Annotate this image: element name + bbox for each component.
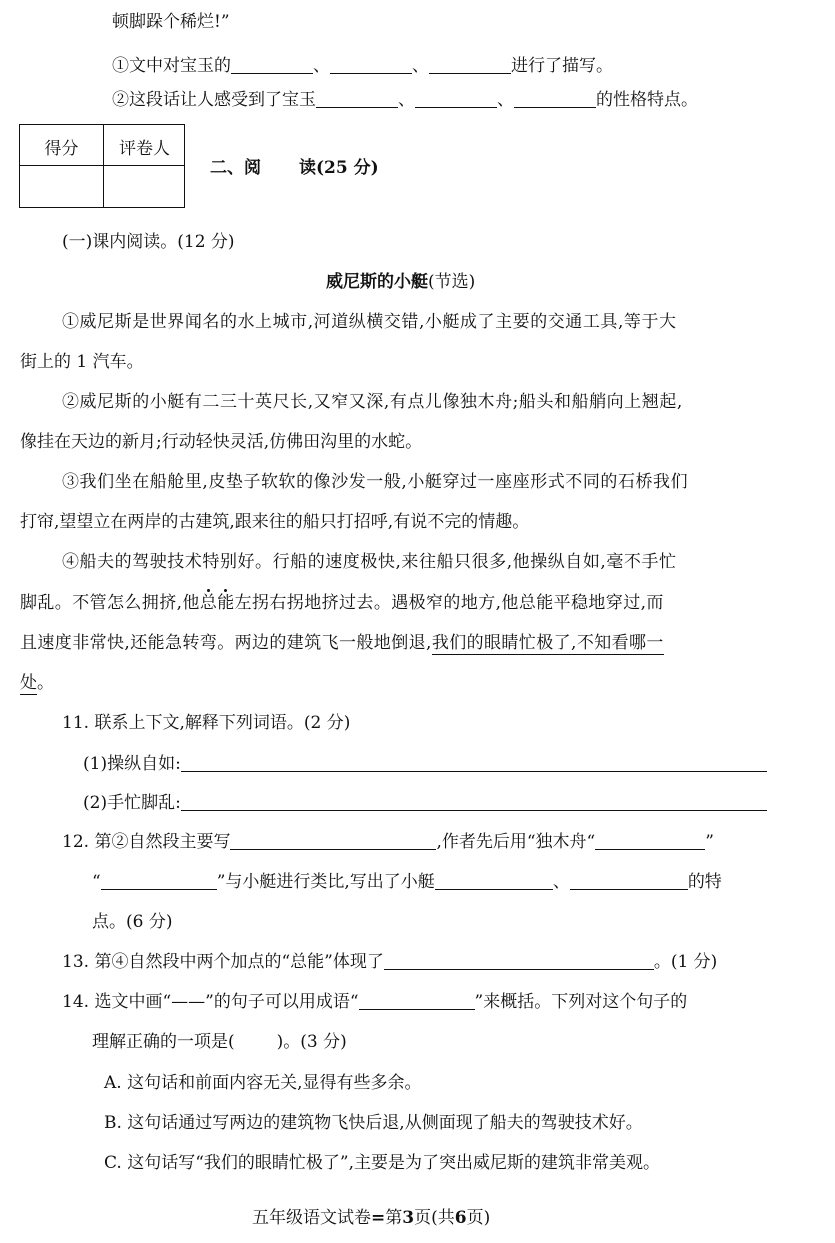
answer-blank[interactable]: [570, 871, 688, 890]
grader-header: 评卷人: [119, 139, 170, 159]
question-text: 12. 第②自然段主要写: [62, 832, 231, 852]
option-a[interactable]: A. 这句话和前面内容无关,显得有些多余。: [104, 1073, 422, 1093]
passage-p3-line2: 打帘,望望立在两岸的古建筑,跟来往的船只打招呼,有说不完的情趣。: [20, 512, 530, 532]
q10-sub2: [112, 88, 698, 112]
underlined-sentence: 我们的眼睛忙极了,不知看哪一: [431, 633, 664, 653]
question-12-line1: [62, 830, 714, 854]
footer-text: 第: [385, 1208, 403, 1228]
question-14-line2: [92, 1030, 347, 1054]
passage-p4-line4: [20, 671, 54, 695]
question-text: 13. 第④自然段中两个加点的“总能”体现了: [62, 952, 384, 972]
footer-text: 页(共: [414, 1208, 455, 1228]
question-text: 、: [552, 872, 570, 892]
question-text: 14. 选文中画“——”的句子可以用成语“: [62, 992, 359, 1012]
answer-blank[interactable]: [230, 831, 436, 850]
question-text: ”: [705, 832, 714, 852]
passage-title-note: (节选): [428, 272, 476, 292]
passage-p4-line1: ④船夫的驾驶技术特别好。行船的速度极快,来往船只很多,他操纵自如,毫不手忙: [62, 552, 677, 572]
passage-p4-line3: [20, 631, 664, 655]
q10-sub1-suffix: 进行了描写。: [511, 56, 613, 76]
section-title-a: 二、阅: [210, 158, 261, 178]
q10-sub1: [112, 54, 613, 78]
question-text: ,作者先后用“独木舟“: [436, 832, 596, 852]
passage-title: [326, 270, 475, 294]
total-page-number: 6: [454, 1208, 467, 1228]
passage-p2-line2: 像挂在天边的新月;行动轻快灵活,仿佛田沟里的水蛇。: [20, 432, 423, 452]
passage-p1-line2: 街上的 1 汽车。: [20, 352, 144, 372]
dotted-char: 总: [199, 593, 218, 613]
q10-sub2-prefix: ②这段话让人感受到了宝玉: [112, 90, 316, 110]
q10-sub2-suffix: 的性格特点。: [596, 90, 698, 110]
part-heading: (一)课内阅读。(12 分): [62, 232, 235, 252]
separator: 、: [497, 90, 514, 110]
score-header: 得分: [44, 139, 79, 159]
footer-text: 页): [466, 1208, 491, 1228]
question-text: )。(3 分): [276, 1032, 347, 1052]
score-table: [19, 124, 185, 208]
passage-text: 。: [37, 673, 54, 693]
passage-text: 脚乱。不管怎么拥挤,他: [20, 593, 200, 613]
dotted-char: 能: [217, 593, 235, 613]
question-text: “: [92, 872, 101, 892]
passage-text: 左拐右拐地挤过去。遇极窄的地方,他总能平稳地穿过,而: [234, 593, 664, 613]
current-page-number: 3: [402, 1208, 415, 1228]
answer-blank[interactable]: [316, 89, 398, 108]
page-footer: [252, 1206, 490, 1230]
question-text: ”与小艇进行类比,写出了小艇: [216, 872, 435, 892]
option-b[interactable]: B. 这句话通过写两边的建筑物飞快后退,从侧面现了船夫的驾驶技术好。: [104, 1113, 643, 1133]
question-text: ”来概括。下列对这个句子的: [474, 992, 688, 1012]
passage-p1-line1: ①威尼斯是世界闻名的水上城市,河道纵横交错,小艇成了主要的交通工具,等于大: [62, 312, 677, 332]
answer-blank[interactable]: [181, 753, 767, 772]
q10-line1: 顿脚跺个稀烂!”: [112, 12, 230, 32]
separator: 、: [313, 56, 330, 76]
option-c[interactable]: C. 这句话写“我们的眼睛忙极了”,主要是为了突出威尼斯的建筑非常美观。: [104, 1153, 660, 1173]
question-11-2: [83, 791, 767, 815]
question-text: 理解正确的一项是(: [92, 1032, 235, 1052]
separator: 、: [412, 56, 429, 76]
question-12-line2: [92, 870, 722, 894]
footer-text: 五年级语文试卷: [252, 1208, 371, 1228]
answer-blank[interactable]: [435, 871, 553, 890]
section-title: [210, 156, 379, 180]
answer-blank[interactable]: [384, 951, 654, 970]
q10-sub1-prefix: ①文中对宝玉的: [112, 56, 231, 76]
question-11-1: [83, 752, 767, 776]
question-label: (2)手忙脚乱:: [83, 793, 181, 813]
grader-input-cell[interactable]: [104, 166, 184, 207]
passage-p2-line1: ②威尼斯的小艇有二三十英尺长,又窄又深,有点儿像独木舟;船头和船艄向上翘起,: [62, 392, 683, 412]
passage-p4-line2: [20, 591, 664, 615]
section-title-b: 读(25 分): [299, 158, 379, 178]
question-13: [62, 950, 717, 974]
question-14-line1: [62, 990, 687, 1014]
passage-p3-line1: ③我们坐在船舱里,皮垫子软软的像沙发一般,小艇穿过一座座形式不同的石桥我们: [62, 472, 689, 492]
underlined-sentence: 处: [20, 673, 37, 693]
answer-blank[interactable]: [429, 55, 511, 74]
answer-blank[interactable]: [330, 55, 412, 74]
passage-text: 且速度非常快,还能急转弯。两边的建筑飞一般地倒退,: [20, 633, 432, 653]
score-input-cell[interactable]: [20, 166, 102, 207]
answer-blank[interactable]: [181, 792, 767, 811]
answer-blank[interactable]: [101, 871, 217, 890]
answer-blank[interactable]: [359, 991, 475, 1010]
answer-blank[interactable]: [415, 89, 497, 108]
answer-blank[interactable]: [231, 55, 313, 74]
question-11: 11. 联系上下文,解释下列词语。(2 分): [62, 713, 351, 733]
passage-title-text: 威尼斯的小艇: [326, 272, 428, 292]
question-text: 。(1 分): [653, 952, 718, 972]
answer-blank[interactable]: [595, 831, 705, 850]
separator: 、: [398, 90, 415, 110]
question-12-line3: 点。(6 分): [92, 912, 173, 932]
footer-text: =: [371, 1208, 386, 1228]
question-label: (1)操纵自如:: [83, 754, 181, 774]
answer-blank[interactable]: [514, 89, 596, 108]
question-text: 的特: [687, 872, 722, 892]
